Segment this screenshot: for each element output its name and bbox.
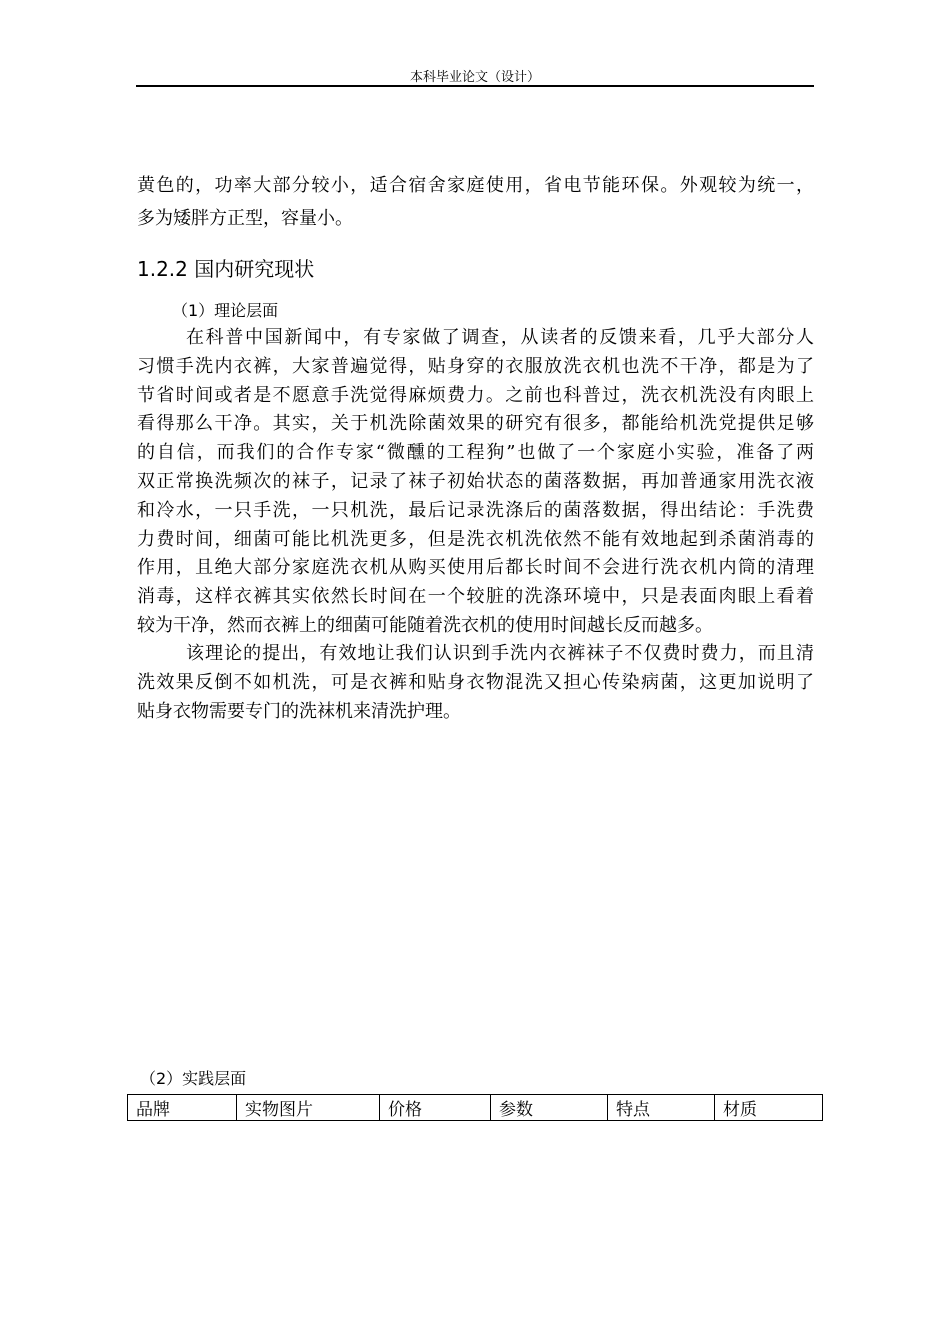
- paragraph-line: 洗效果反倒不如机洗，可是衣裤和贴身衣物混洗又担心传染病菌，这更加说明了: [137, 671, 814, 693]
- paragraph-line: 和冷水，一只手洗，一只机洗，最后记录洗涤后的菌落数据，得出结论：手洗费: [137, 499, 814, 521]
- product-table: [127, 1094, 823, 1121]
- table-header-cell: 价格: [380, 1095, 491, 1121]
- paragraph-line: 在科普中国新闻中，有专家做了调查，从读者的反馈来看，几乎大部分人: [186, 327, 814, 348]
- paragraph-line: 习惯手洗内衣裤，大家普遍觉得，贴身穿的衣服放洗衣机也洗不干净，都是为了: [137, 355, 814, 377]
- paragraph-line: 作用，且绝大部分家庭洗衣机从购买使用后都长时间不会进行洗衣机内筒的清理: [137, 557, 814, 579]
- paragraph-line: 贴身衣物需要专门的洗袜机来清洗护理。: [137, 700, 461, 722]
- paragraph-line: 看得那么干净。其实，关于机洗除菌效果的研究有很多，都能给机洗党提供足够: [137, 413, 814, 435]
- paragraph-line: 节省时间或者是不愿意手洗觉得麻烦费力。之前也科普过，洗衣机洗没有肉眼上: [137, 384, 814, 406]
- page-header: 本科毕业论文（设计）: [409, 70, 540, 85]
- table-header-cell: 实物图片: [237, 1095, 380, 1121]
- paragraph-line: 较为干净，然而衣裤上的细菌可能随着洗衣机的使用时间越长反而越多。: [137, 615, 713, 636]
- intro-line: 黄色的，功率大部分较小，适合宿舍家庭使用，省电节能环保。外观较为统一，: [137, 175, 814, 196]
- subsection-heading-theory: （1）理论层面: [172, 301, 279, 320]
- header-divider: [136, 85, 814, 87]
- intro-line: 多为矮胖方正型，容量小。: [137, 208, 353, 229]
- paragraph-line: 力费时间，细菌可能比机洗更多，但是洗衣机洗依然不能有效地起到杀菌消毒的: [137, 528, 814, 550]
- paragraph-line: 双正常换洗频次的袜子，记录了袜子初始状态的菌落数据，再加普通家用洗衣液: [137, 471, 814, 492]
- subsection-heading-practice: （2）实践层面: [140, 1069, 247, 1088]
- section-heading: 1.2.2 国内研究现状: [137, 257, 315, 281]
- paragraph-line: 消毒，这样衣裤其实依然长时间在一个较脏的洗涤环境中，只是表面肉眼上看着: [137, 586, 814, 608]
- paragraph-line: 的自信，而我们的合作专家“微醺的工程狗”也做了一个家庭小实验，准备了两: [137, 442, 814, 464]
- table-header-cell: 参数: [491, 1095, 608, 1121]
- paragraph-line: 该理论的提出，有效地让我们认识到手洗内衣裤袜子不仅费时费力，而且清: [186, 643, 814, 664]
- table-header-cell: 特点: [608, 1095, 715, 1121]
- table-header-row: [128, 1095, 823, 1121]
- table-header-cell: 品牌: [128, 1095, 237, 1121]
- table-header-cell: 材质: [715, 1095, 823, 1121]
